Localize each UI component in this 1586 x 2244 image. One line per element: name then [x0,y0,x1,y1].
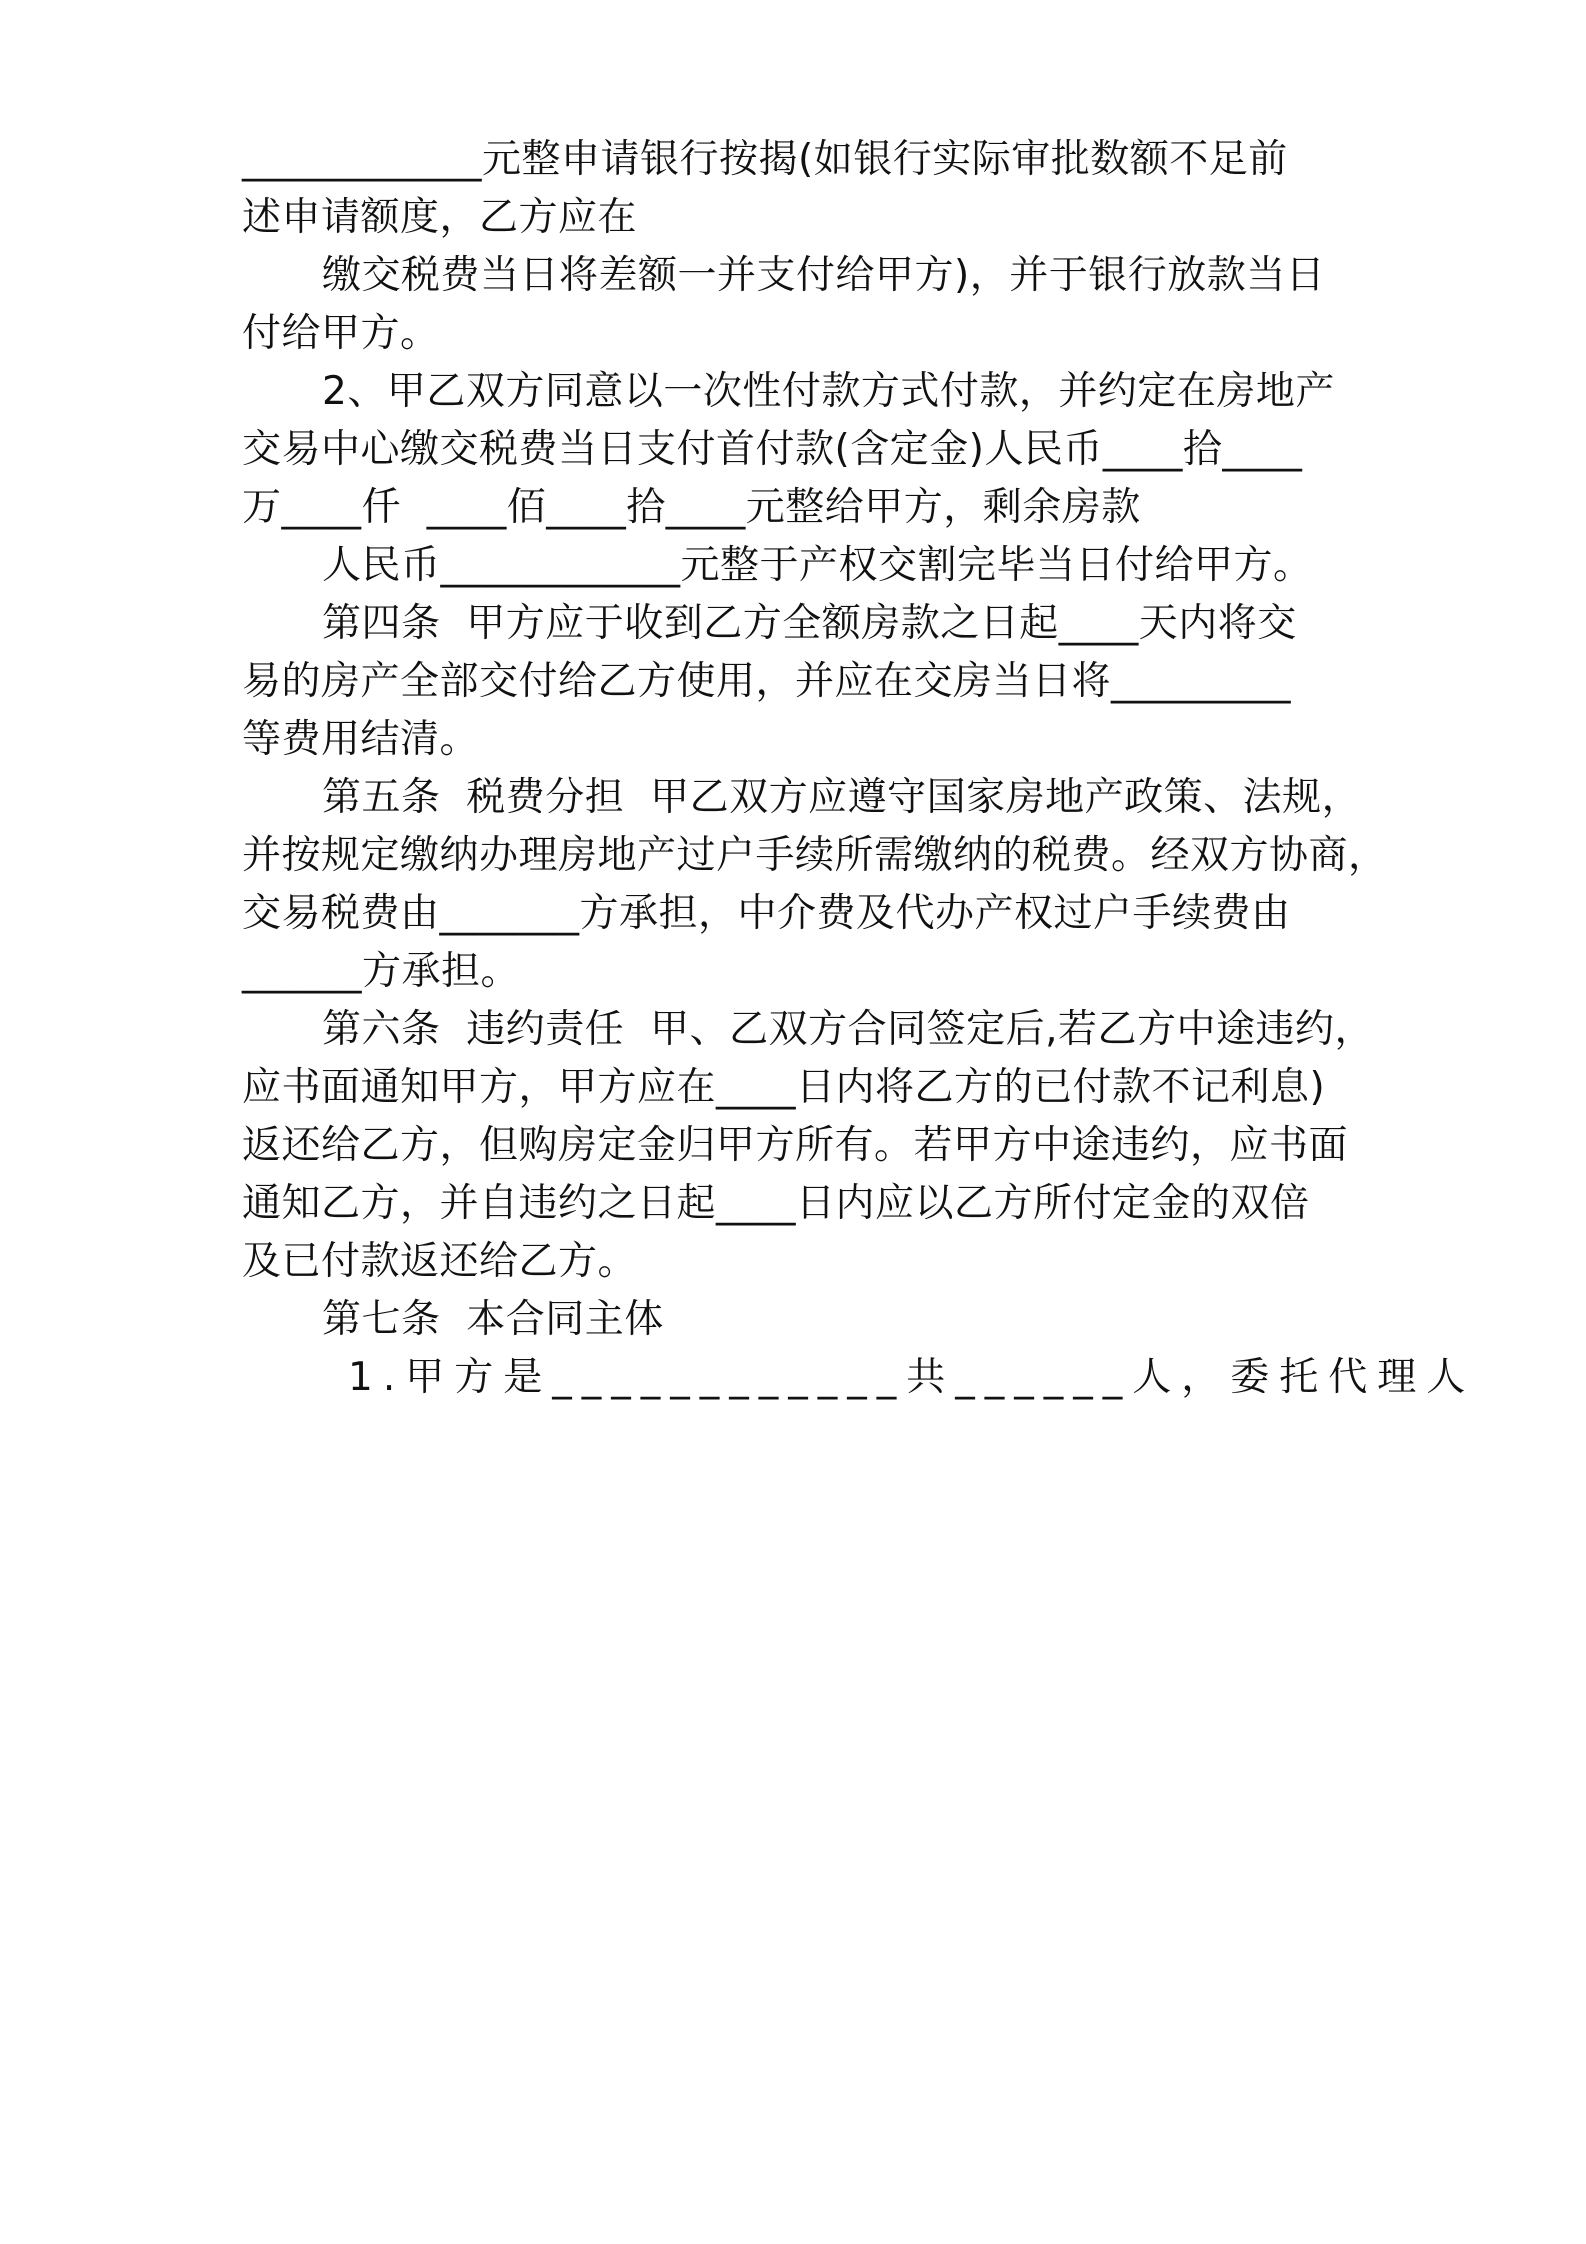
text-line: 第五条 税费分担 甲乙双方应遵守国家房地产政策、法规， [322,775,1362,820]
text-line: 1.甲方是____________共______人，委托代理人 [348,1355,1476,1400]
text-line: 第四条 甲方应于收到乙方全额房款之日起____天内将交 [322,601,1297,646]
text-line: ______方承担。 [242,949,521,994]
text-line: 交易中心缴交税费当日支付首付款(含定金)人民币____拾____ [242,427,1303,472]
text-line: 交易税费由_______方承担，中介费及代办产权过户手续费由 [242,891,1291,936]
text-line: 通知乙方，并自违约之日起____日内应以乙方所付定金的双倍 [242,1181,1310,1226]
text-line: ____________元整申请银行按揭(如银行实际审批数额不足前 [242,137,1288,182]
text-line: 万____仟 ____佰____拾____元整给甲方，剩余房款 [242,485,1141,530]
section-heading: 第七条 本合同主体 [322,1297,664,1342]
text-line: 述申请额度，乙方应在 [242,195,638,240]
text-line: 第六条 违约责任 甲、乙双方合同签定后,若乙方中途违约， [322,1007,1374,1052]
text-line: 易的房产全部交付给乙方使用，并应在交房当日将_________ [242,659,1292,704]
text-line: 等费用结清。 [242,717,480,762]
text-line: 2、甲乙双方同意以一次性付款方式付款，并约定在房地产 [322,369,1335,414]
text-line: 返还给乙方，但购房定金归甲方所有。若甲方中途违约，应书面 [242,1123,1349,1168]
text-line: 缴交税费当日将差额一并支付给甲方)，并于银行放款当日 [322,253,1326,298]
text-line: 并按规定缴纳办理房地产过户手续所需缴纳的税费。经双方协商， [242,833,1388,878]
text-line: 人民币____________元整于产权交割完毕当日付给甲方。 [322,543,1313,588]
text-line: 及已付款返还给乙方。 [242,1239,638,1284]
text-line: 应书面通知甲方，甲方应在____日内将乙方的已付款不记利息) [242,1065,1326,1110]
text-line: 付给甲方。 [242,311,440,356]
